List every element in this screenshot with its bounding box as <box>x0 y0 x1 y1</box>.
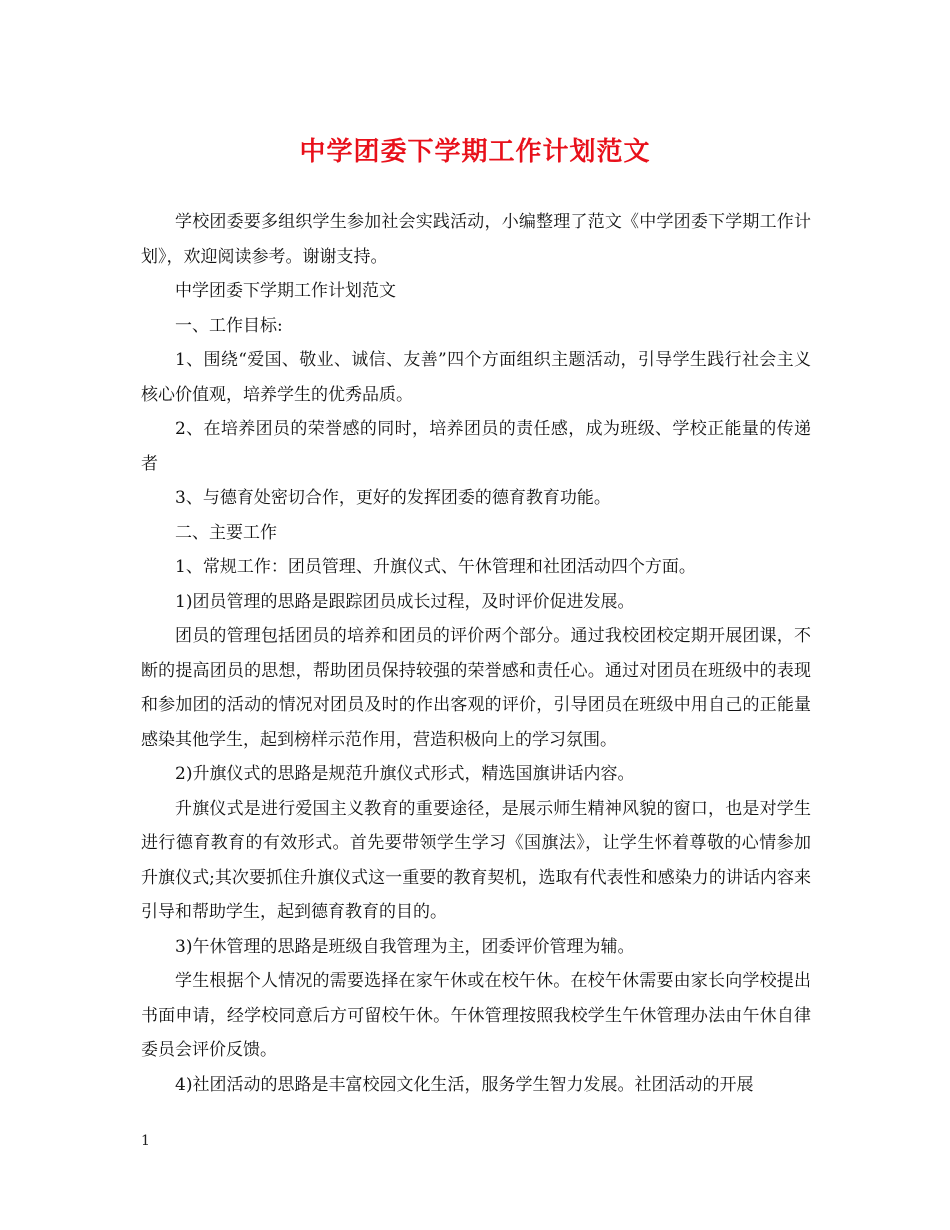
body-paragraph: 学生根据个人情况的需要选择在家午休或在校午休。在校午休需要由家长向学校提出书面申请，经学校同意后方可留校午休。午休管理按照我校学生午休管理办法由午休自律委员会评价反馈。 <box>141 971 811 1060</box>
section-heading-goals: 一、工作目标: <box>175 315 283 336</box>
subtitle-paragraph: 中学团委下学期工作计划范文 <box>175 281 396 301</box>
subitem-noon-rest: 3)午休管理的思路是班级自我管理为主，团委评价管理为辅。 <box>175 936 635 957</box>
document-body <box>141 205 811 1102</box>
document-title: 中学团委下学期工作计划范文 <box>299 137 651 167</box>
goal-item-2: 2、在培养团员的荣誉感的同时，培养团员的责任感，成为班级、学校正能量的传递者 <box>141 419 811 474</box>
work-item-routine: 1、常规工作：团员管理、升旗仪式、午休管理和社团活动四个方面。 <box>175 557 696 577</box>
subitem-flag-ceremony: 2)升旗仪式的思路是规范升旗仪式形式，精选国旗讲话内容。 <box>175 764 635 784</box>
page-number: 1 <box>141 1133 150 1149</box>
section-heading-main-work: 二、主要工作 <box>175 522 277 543</box>
subitem-member-management: 1)团员管理的思路是跟踪团员成长过程，及时评价促进发展。 <box>175 591 635 612</box>
body-paragraph: 升旗仪式是进行爱国主义教育的重要途径，是展示师生精神风貌的窗口，也是对学生进行德育教育的有效形式。首先要带领学生学习《国旗法》，让学生怀着尊敬的心情参加升旗仪式;其次要抓住升旗仪式这一重要的教育契机，选取有代表性和感染力的讲话内容来引导和帮助学生，起到德育教育的目的。 <box>141 798 811 922</box>
goal-item-3: 3、与德育处密切合作，更好的发挥团委的德育教育功能。 <box>175 488 611 508</box>
body-paragraph: 团员的管理包括团员的培养和团员的评价两个部分。通过我校团校定期开展团课，不断的提高团员的思想，帮助团员保持较强的荣誉感和责任心。通过对团员在班级中的表现和参加团的活动的情况对团员及时的作出客观的评价，引导团员在班级中用自己的正能量感染其他学生，起到榜样示范作用，营造积极向上的学习氛围。 <box>141 626 811 750</box>
subitem-club-activities: 4)社团活动的思路是丰富校园文化生活，服务学生智力发展。社团活动的开展 <box>175 1074 754 1095</box>
intro-paragraph: 学校团委要多组织学生参加社会实践活动，小编整理了范文《中学团委下学期工作计划》，欢迎阅读参考。谢谢支持。 <box>141 212 811 267</box>
goal-item-1: 1、围绕“爱国、敬业、诚信、友善”四个方面组织主题活动，引导学生践行社会主义核心价值观，培养学生的优秀品质。 <box>141 350 811 405</box>
